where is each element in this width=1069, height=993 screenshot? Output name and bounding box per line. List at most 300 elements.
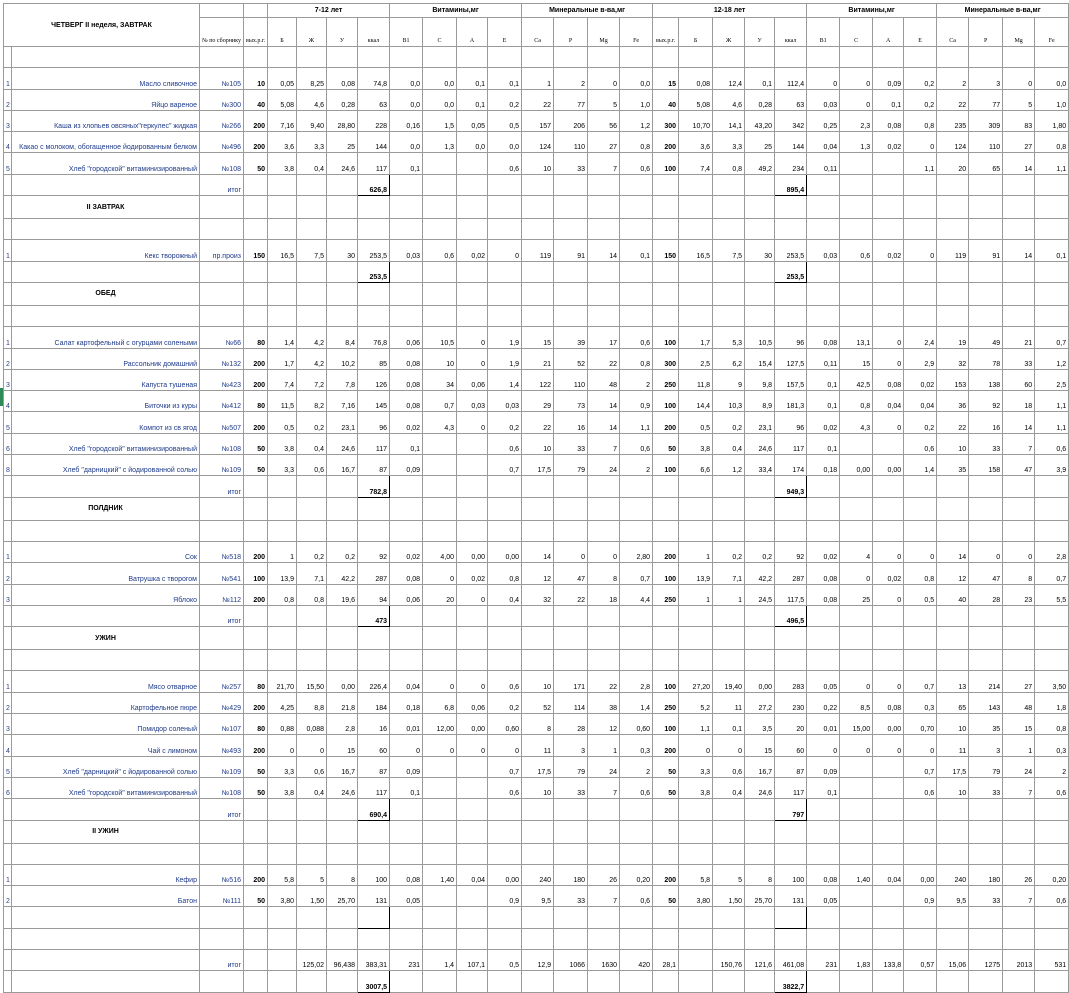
empty-cell[interactable] xyxy=(423,261,457,282)
table-cell[interactable]: 4 xyxy=(4,391,12,412)
empty-cell[interactable] xyxy=(653,219,679,240)
empty-cell[interactable] xyxy=(423,650,457,671)
empty-cell[interactable] xyxy=(297,47,327,68)
dish-name[interactable]: Рассольник домашний xyxy=(12,348,200,369)
table-cell[interactable] xyxy=(873,886,904,907)
table-cell[interactable] xyxy=(457,153,488,174)
empty-cell[interactable] xyxy=(554,907,588,928)
table-cell[interactable]: 4,4 xyxy=(620,584,653,605)
empty-cell[interactable] xyxy=(840,497,873,520)
table-cell[interactable]: 0,00 xyxy=(873,714,904,735)
table-cell[interactable]: 5 xyxy=(1003,89,1035,110)
table-cell[interactable]: 0,02 xyxy=(807,541,840,562)
table-cell[interactable]: 0,0 xyxy=(390,132,423,153)
empty-cell[interactable] xyxy=(554,174,588,195)
empty-cell[interactable] xyxy=(12,907,200,928)
empty-cell[interactable] xyxy=(653,627,679,650)
empty-cell[interactable] xyxy=(268,650,297,671)
table-cell[interactable]: 214 xyxy=(969,671,1003,692)
table-cell[interactable]: 33 xyxy=(969,433,1003,454)
empty-cell[interactable] xyxy=(873,928,904,949)
table-cell[interactable]: 0,1 xyxy=(745,68,775,89)
table-cell[interactable]: 39 xyxy=(554,327,588,348)
final-total-cell[interactable]: 28,1 xyxy=(653,949,679,970)
empty-cell[interactable] xyxy=(745,799,775,820)
table-cell[interactable]: 200 xyxy=(653,541,679,562)
empty-cell[interactable] xyxy=(1003,282,1035,305)
table-cell[interactable]: 0,1 xyxy=(807,777,840,798)
table-cell[interactable]: 50 xyxy=(244,756,268,777)
empty-cell[interactable] xyxy=(679,650,713,671)
empty-cell[interactable] xyxy=(522,219,554,240)
table-cell[interactable]: 119 xyxy=(522,240,554,261)
table-cell[interactable]: 1,80 xyxy=(1035,110,1069,131)
table-cell[interactable]: 28 xyxy=(969,584,1003,605)
table-cell[interactable]: 0,05 xyxy=(390,886,423,907)
table-cell[interactable]: 96 xyxy=(775,327,807,348)
empty-cell[interactable] xyxy=(775,843,807,864)
empty-cell[interactable] xyxy=(457,196,488,219)
table-cell[interactable]: 7,16 xyxy=(327,391,358,412)
empty-cell[interactable] xyxy=(620,520,653,541)
table-cell[interactable]: 200 xyxy=(244,348,268,369)
empty-cell[interactable] xyxy=(745,305,775,326)
table-cell[interactable]: 2,3 xyxy=(840,110,873,131)
table-cell[interactable]: 117 xyxy=(775,777,807,798)
table-cell[interactable]: 42,2 xyxy=(745,563,775,584)
table-cell[interactable]: 157,5 xyxy=(775,369,807,390)
empty-cell[interactable] xyxy=(679,627,713,650)
empty-cell[interactable] xyxy=(268,520,297,541)
empty-cell[interactable] xyxy=(358,219,390,240)
table-cell[interactable]: 0,2 xyxy=(488,412,522,433)
empty-cell[interactable] xyxy=(620,650,653,671)
table-cell[interactable]: 124 xyxy=(522,132,554,153)
table-cell[interactable]: 0,00 xyxy=(904,864,937,885)
table-cell[interactable]: 2,5 xyxy=(1035,369,1069,390)
table-cell[interactable]: 50 xyxy=(653,777,679,798)
table-cell[interactable]: №108 xyxy=(200,433,244,454)
table-cell[interactable]: 0,00 xyxy=(745,671,775,692)
empty-cell[interactable] xyxy=(807,219,840,240)
table-cell[interactable]: №109 xyxy=(200,756,244,777)
empty-cell[interactable] xyxy=(588,605,620,626)
empty-cell[interactable] xyxy=(554,799,588,820)
empty-cell[interactable] xyxy=(807,282,840,305)
empty-cell[interactable] xyxy=(554,843,588,864)
table-cell[interactable]: 35 xyxy=(969,714,1003,735)
table-cell[interactable]: 0,8 xyxy=(620,132,653,153)
empty-cell[interactable] xyxy=(488,47,522,68)
empty-cell[interactable] xyxy=(358,497,390,520)
empty-cell[interactable] xyxy=(713,47,745,68)
empty-cell[interactable] xyxy=(807,971,840,992)
empty-cell[interactable] xyxy=(488,196,522,219)
empty-cell[interactable] xyxy=(775,47,807,68)
table-cell[interactable]: 16,5 xyxy=(268,240,297,261)
table-cell[interactable]: 60 xyxy=(775,735,807,756)
empty-cell[interactable] xyxy=(588,497,620,520)
table-cell[interactable]: 1,1 xyxy=(1035,391,1069,412)
table-cell[interactable]: 1,4 xyxy=(620,692,653,713)
empty-cell[interactable] xyxy=(620,971,653,992)
table-cell[interactable]: 0,6 xyxy=(488,777,522,798)
table-cell[interactable] xyxy=(457,756,488,777)
empty-cell[interactable] xyxy=(713,261,745,282)
table-cell[interactable]: 10 xyxy=(522,671,554,692)
table-cell[interactable]: 48 xyxy=(1003,692,1035,713)
table-cell[interactable]: пр.произ xyxy=(200,240,244,261)
empty-cell[interactable] xyxy=(390,47,423,68)
empty-cell[interactable] xyxy=(873,907,904,928)
empty-cell[interactable] xyxy=(969,627,1003,650)
empty-cell[interactable] xyxy=(423,174,457,195)
empty-cell[interactable] xyxy=(969,971,1003,992)
table-cell[interactable]: 0 xyxy=(457,348,488,369)
empty-cell[interactable] xyxy=(554,520,588,541)
table-cell[interactable]: 3,3 xyxy=(297,132,327,153)
empty-cell[interactable] xyxy=(1035,196,1069,219)
table-cell[interactable]: 24,6 xyxy=(327,433,358,454)
table-cell[interactable]: 1 xyxy=(522,68,554,89)
table-cell[interactable]: 100 xyxy=(653,391,679,412)
table-cell[interactable]: 6,6 xyxy=(679,455,713,476)
table-cell[interactable]: 0,6 xyxy=(620,886,653,907)
empty-cell[interactable] xyxy=(840,174,873,195)
empty-cell[interactable] xyxy=(937,843,969,864)
empty-cell[interactable] xyxy=(588,196,620,219)
table-cell[interactable]: 52 xyxy=(554,348,588,369)
empty-cell[interactable] xyxy=(588,820,620,843)
table-cell[interactable]: 0,1 xyxy=(713,714,745,735)
table-cell[interactable]: 4,25 xyxy=(268,692,297,713)
table-cell[interactable]: 76,8 xyxy=(358,327,390,348)
table-cell[interactable]: 0,09 xyxy=(807,756,840,777)
table-cell[interactable]: 50 xyxy=(244,455,268,476)
empty-cell[interactable] xyxy=(969,174,1003,195)
table-cell[interactable]: 49,2 xyxy=(745,153,775,174)
table-cell[interactable]: 0,1 xyxy=(1035,240,1069,261)
table-cell[interactable]: 144 xyxy=(358,132,390,153)
dish-name[interactable]: Хлеб "городской" витаминизированный xyxy=(12,153,200,174)
empty-cell[interactable] xyxy=(745,261,775,282)
table-cell[interactable]: 0 xyxy=(873,735,904,756)
table-cell[interactable]: 6,8 xyxy=(423,692,457,713)
empty-cell[interactable] xyxy=(873,497,904,520)
empty-cell[interactable] xyxy=(327,971,358,992)
empty-cell[interactable] xyxy=(679,476,713,497)
table-cell[interactable]: 50 xyxy=(653,756,679,777)
empty-cell[interactable] xyxy=(775,282,807,305)
empty-cell[interactable] xyxy=(588,47,620,68)
empty-cell[interactable] xyxy=(745,843,775,864)
table-cell[interactable]: 38 xyxy=(588,692,620,713)
table-cell[interactable] xyxy=(457,777,488,798)
table-cell[interactable]: 100 xyxy=(653,153,679,174)
empty-cell[interactable] xyxy=(423,820,457,843)
empty-cell[interactable] xyxy=(807,820,840,843)
empty-cell[interactable] xyxy=(904,282,937,305)
table-cell[interactable]: 0,8 xyxy=(620,348,653,369)
empty-cell[interactable] xyxy=(873,843,904,864)
table-cell[interactable]: 1,40 xyxy=(423,864,457,885)
table-cell[interactable]: 200 xyxy=(653,132,679,153)
empty-cell[interactable] xyxy=(873,219,904,240)
empty-cell[interactable] xyxy=(522,520,554,541)
table-cell[interactable]: 8 xyxy=(588,563,620,584)
table-cell[interactable]: 1,2 xyxy=(713,455,745,476)
empty-cell[interactable] xyxy=(679,799,713,820)
table-cell[interactable]: 0,08 xyxy=(807,584,840,605)
table-cell[interactable]: 114 xyxy=(554,692,588,713)
table-cell[interactable]: 171 xyxy=(554,671,588,692)
empty-cell[interactable] xyxy=(457,219,488,240)
table-cell[interactable]: 8,9 xyxy=(745,391,775,412)
empty-cell[interactable] xyxy=(620,261,653,282)
table-cell[interactable]: 3 xyxy=(4,714,12,735)
table-cell[interactable]: 1,2 xyxy=(620,110,653,131)
empty-cell[interactable] xyxy=(522,650,554,671)
empty-cell[interactable] xyxy=(969,196,1003,219)
empty-cell[interactable] xyxy=(390,928,423,949)
table-cell[interactable]: 0,16 xyxy=(390,110,423,131)
table-cell[interactable]: 96 xyxy=(775,412,807,433)
table-cell[interactable]: 40 xyxy=(244,89,268,110)
empty-cell[interactable] xyxy=(327,820,358,843)
table-cell[interactable]: 0,4 xyxy=(713,777,745,798)
table-cell[interactable]: 0 xyxy=(268,735,297,756)
table-cell[interactable]: 30 xyxy=(327,240,358,261)
table-cell[interactable]: 32 xyxy=(937,348,969,369)
table-cell[interactable]: 0,1 xyxy=(457,89,488,110)
table-cell[interactable]: 0,06 xyxy=(390,327,423,348)
empty-cell[interactable] xyxy=(653,907,679,928)
table-cell[interactable]: 174 xyxy=(775,455,807,476)
empty-cell[interactable] xyxy=(620,799,653,820)
empty-cell[interactable] xyxy=(1003,47,1035,68)
table-cell[interactable]: 0,02 xyxy=(457,563,488,584)
empty-cell[interactable] xyxy=(713,497,745,520)
table-cell[interactable]: 0,88 xyxy=(268,714,297,735)
final-total-cell[interactable]: 15,06 xyxy=(937,949,969,970)
table-cell[interactable]: 0,04 xyxy=(873,864,904,885)
empty-cell[interactable] xyxy=(807,305,840,326)
table-cell[interactable]: 3,8 xyxy=(679,433,713,454)
table-cell[interactable]: 0,0 xyxy=(423,68,457,89)
table-cell[interactable]: 4 xyxy=(4,735,12,756)
empty-cell[interactable] xyxy=(679,820,713,843)
dish-name[interactable]: Хлеб "городской" витаминизированный xyxy=(12,433,200,454)
table-cell[interactable]: 63 xyxy=(358,89,390,110)
table-cell[interactable]: 200 xyxy=(653,735,679,756)
empty-cell[interactable] xyxy=(904,219,937,240)
empty-cell[interactable] xyxy=(297,605,327,626)
table-cell[interactable]: 3,8 xyxy=(268,153,297,174)
table-cell[interactable]: 13,9 xyxy=(268,563,297,584)
empty-cell[interactable] xyxy=(1035,497,1069,520)
table-cell[interactable]: 0,11 xyxy=(807,153,840,174)
empty-cell[interactable] xyxy=(327,627,358,650)
table-cell[interactable]: 3,3 xyxy=(268,455,297,476)
empty-cell[interactable] xyxy=(1003,174,1035,195)
empty-cell[interactable] xyxy=(488,520,522,541)
empty-cell[interactable] xyxy=(653,971,679,992)
table-cell[interactable]: 0,05 xyxy=(807,886,840,907)
empty-cell[interactable] xyxy=(390,907,423,928)
empty-cell[interactable] xyxy=(588,476,620,497)
table-cell[interactable]: 1,1 xyxy=(679,714,713,735)
table-cell[interactable]: 60 xyxy=(1003,369,1035,390)
empty-cell[interactable] xyxy=(620,497,653,520)
table-cell[interactable]: 14 xyxy=(588,412,620,433)
table-cell[interactable]: №266 xyxy=(200,110,244,131)
empty-cell[interactable] xyxy=(1003,261,1035,282)
empty-cell[interactable] xyxy=(904,627,937,650)
table-cell[interactable]: 21 xyxy=(522,348,554,369)
empty-cell[interactable] xyxy=(745,282,775,305)
empty-cell[interactable] xyxy=(588,907,620,928)
table-cell[interactable]: 117 xyxy=(358,777,390,798)
table-cell[interactable]: 0 xyxy=(390,735,423,756)
empty-cell[interactable] xyxy=(522,497,554,520)
table-cell[interactable]: 0 xyxy=(840,89,873,110)
grand-total-7-12[interactable]: 3007,5 xyxy=(358,971,390,992)
empty-cell[interactable] xyxy=(12,47,200,68)
empty-cell[interactable] xyxy=(620,196,653,219)
empty-cell[interactable] xyxy=(244,219,268,240)
empty-cell[interactable] xyxy=(297,174,327,195)
empty-cell[interactable] xyxy=(1003,799,1035,820)
table-cell[interactable]: 1,5 xyxy=(423,110,457,131)
table-cell[interactable]: 87 xyxy=(358,455,390,476)
dish-name[interactable]: Кекс творожный xyxy=(12,240,200,261)
table-cell[interactable]: 0 xyxy=(457,584,488,605)
table-cell[interactable]: №108 xyxy=(200,153,244,174)
table-cell[interactable]: 50 xyxy=(653,433,679,454)
table-cell[interactable]: 0,2 xyxy=(488,89,522,110)
table-cell[interactable]: 33 xyxy=(1003,348,1035,369)
table-cell[interactable]: 0,7 xyxy=(620,563,653,584)
table-cell[interactable]: 0,08 xyxy=(807,563,840,584)
dish-name[interactable]: Биточки из куры xyxy=(12,391,200,412)
table-cell[interactable]: 0,0 xyxy=(1035,68,1069,89)
empty-cell[interactable] xyxy=(588,971,620,992)
empty-cell[interactable] xyxy=(457,476,488,497)
table-cell[interactable]: 7 xyxy=(588,433,620,454)
empty-cell[interactable] xyxy=(12,843,200,864)
table-cell[interactable]: 0,00 xyxy=(488,541,522,562)
dish-name[interactable]: Кефир xyxy=(12,864,200,885)
empty-cell[interactable] xyxy=(554,219,588,240)
table-cell[interactable]: 0 xyxy=(423,563,457,584)
empty-cell[interactable] xyxy=(1003,971,1035,992)
table-cell[interactable]: 0,06 xyxy=(390,584,423,605)
empty-cell[interactable] xyxy=(200,282,244,305)
empty-cell[interactable] xyxy=(12,174,200,195)
empty-cell[interactable] xyxy=(873,971,904,992)
empty-cell[interactable] xyxy=(1003,219,1035,240)
dish-name[interactable]: Картофельное пюре xyxy=(12,692,200,713)
table-cell[interactable]: 19,6 xyxy=(327,584,358,605)
table-cell[interactable]: 7 xyxy=(1003,433,1035,454)
table-cell[interactable]: 200 xyxy=(653,412,679,433)
empty-cell[interactable] xyxy=(679,282,713,305)
table-cell[interactable]: 6,2 xyxy=(713,348,745,369)
empty-cell[interactable] xyxy=(969,261,1003,282)
empty-cell[interactable] xyxy=(679,47,713,68)
table-cell[interactable]: 85 xyxy=(358,348,390,369)
table-cell[interactable]: 3,8 xyxy=(268,777,297,798)
table-cell[interactable]: 5,2 xyxy=(679,692,713,713)
table-cell[interactable]: 9,40 xyxy=(297,110,327,131)
table-cell[interactable]: 100 xyxy=(358,864,390,885)
final-total-cell[interactable]: 121,6 xyxy=(745,949,775,970)
table-cell[interactable]: 16 xyxy=(969,412,1003,433)
empty-cell[interactable] xyxy=(620,843,653,864)
table-cell[interactable] xyxy=(423,433,457,454)
table-cell[interactable]: 47 xyxy=(1003,455,1035,476)
empty-cell[interactable] xyxy=(679,907,713,928)
table-cell[interactable]: 33 xyxy=(969,886,1003,907)
empty-cell[interactable] xyxy=(679,843,713,864)
empty-cell[interactable] xyxy=(554,476,588,497)
table-cell[interactable]: 4 xyxy=(4,132,12,153)
table-cell[interactable]: 110 xyxy=(554,369,588,390)
empty-cell[interactable] xyxy=(4,497,12,520)
empty-cell[interactable] xyxy=(937,196,969,219)
table-cell[interactable]: 0 xyxy=(488,240,522,261)
table-cell[interactable]: 5,8 xyxy=(268,864,297,885)
table-cell[interactable]: 0,08 xyxy=(807,327,840,348)
empty-cell[interactable] xyxy=(244,907,268,928)
empty-cell[interactable] xyxy=(1035,650,1069,671)
table-cell[interactable]: 0,0 xyxy=(423,89,457,110)
table-cell[interactable]: 15 xyxy=(327,735,358,756)
empty-cell[interactable] xyxy=(268,305,297,326)
table-cell[interactable]: 14 xyxy=(1003,153,1035,174)
table-cell[interactable]: 0,03 xyxy=(807,240,840,261)
empty-cell[interactable] xyxy=(554,627,588,650)
table-cell[interactable]: 10 xyxy=(244,68,268,89)
table-cell[interactable]: 27,2 xyxy=(745,692,775,713)
empty-cell[interactable] xyxy=(4,820,12,843)
empty-cell[interactable] xyxy=(200,219,244,240)
table-cell[interactable]: №518 xyxy=(200,541,244,562)
empty-cell[interactable] xyxy=(457,799,488,820)
empty-cell[interactable] xyxy=(620,305,653,326)
empty-cell[interactable] xyxy=(904,907,937,928)
table-cell[interactable]: 3,3 xyxy=(713,132,745,153)
table-cell[interactable]: 0,4 xyxy=(488,584,522,605)
table-cell[interactable]: 7 xyxy=(588,777,620,798)
table-cell[interactable]: 1,9 xyxy=(488,348,522,369)
empty-cell[interactable] xyxy=(904,520,937,541)
table-cell[interactable]: 1 xyxy=(4,327,12,348)
final-total-cell[interactable]: 2013 xyxy=(1003,949,1035,970)
table-cell[interactable]: 1,1 xyxy=(1035,412,1069,433)
empty-cell[interactable] xyxy=(1035,820,1069,843)
table-cell[interactable]: 47 xyxy=(969,563,1003,584)
empty-cell[interactable] xyxy=(390,196,423,219)
table-cell[interactable]: 27,20 xyxy=(679,671,713,692)
table-cell[interactable]: 0,60 xyxy=(488,714,522,735)
empty-cell[interactable] xyxy=(297,820,327,843)
table-cell[interactable]: 5 xyxy=(4,153,12,174)
table-cell[interactable] xyxy=(873,153,904,174)
table-cell[interactable]: 0,9 xyxy=(620,391,653,412)
empty-cell[interactable] xyxy=(457,907,488,928)
itog-label[interactable] xyxy=(200,261,244,282)
